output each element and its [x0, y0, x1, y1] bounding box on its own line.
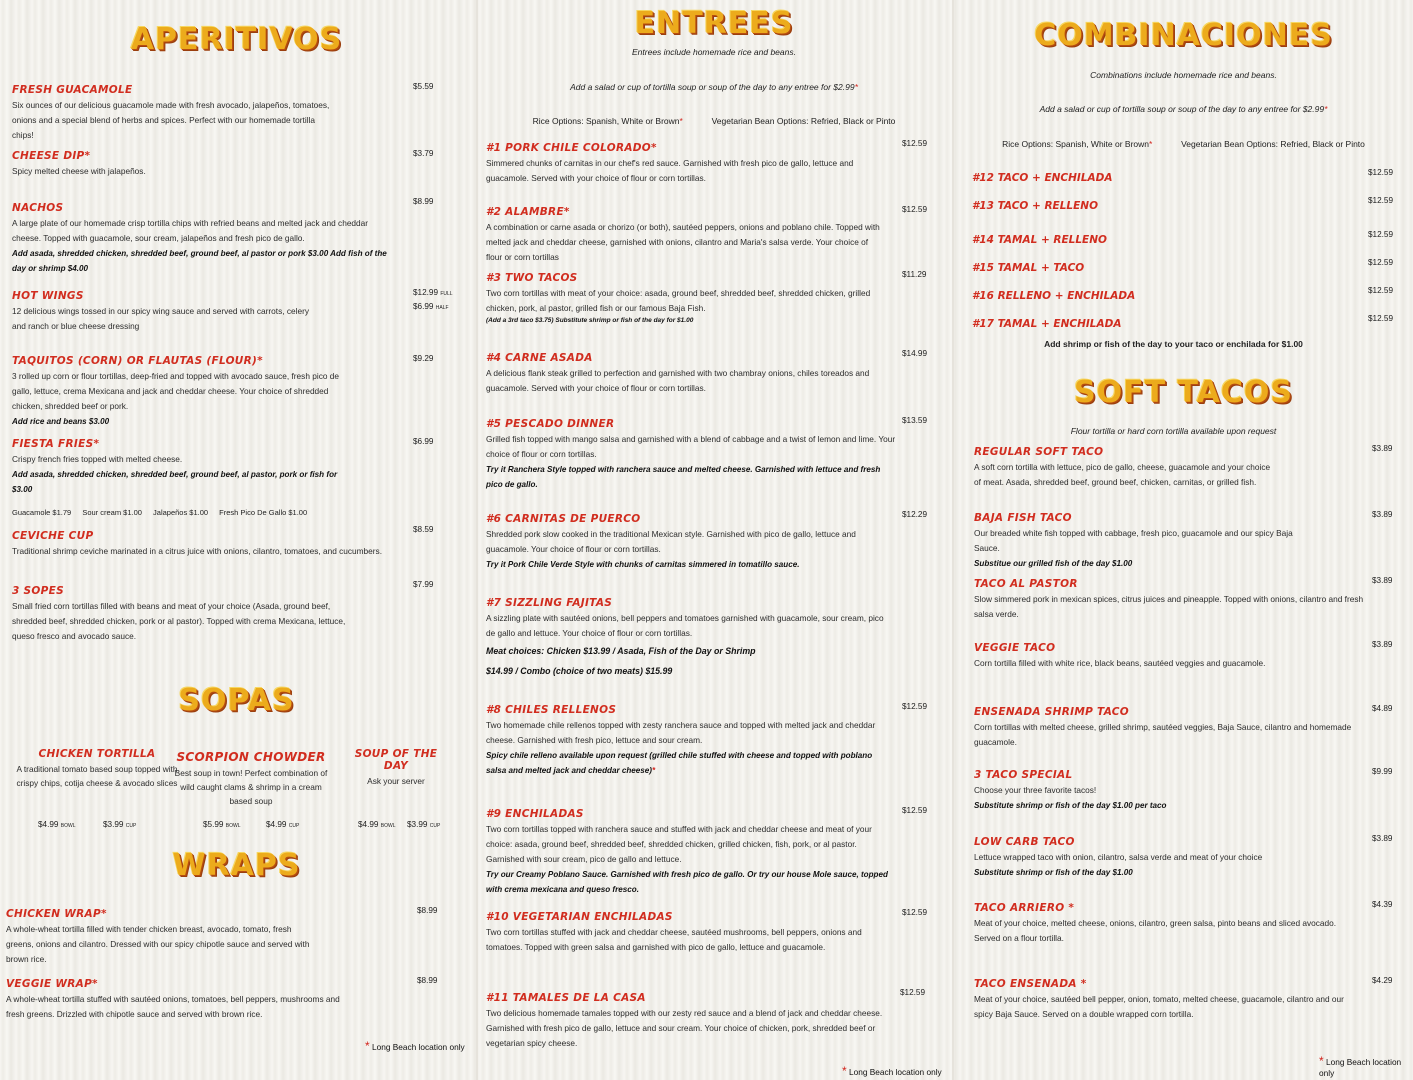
- item-desc: Small fried corn tortillas filled with beans and meat of your choice (Asada, ground beef, shredded beef, shredded chicken, pork or al pastor). Topped with crema Mexicana, lettuce, queso fresco and avocado sauce.: [12, 601, 346, 641]
- item-name: #11 TAMALES DE LA CASA: [486, 992, 646, 1004]
- extra-item: Guacamole $1.79: [12, 508, 72, 517]
- combo-item: #16 RELLENO + ENCHILADA: [972, 290, 1136, 302]
- item-name: #9 ENCHILADAS: [486, 808, 584, 820]
- item-price: $5.59: [413, 82, 434, 91]
- item-desc: Shredded pork slow cooked in the traditional Mexican style. Garnished with pico de gallo, lettuce and guacamole. Your choice of flour or corn tortillas.: [486, 529, 856, 554]
- item-note: (Add a 3rd taco $3.75) Substitute shrimp or fish of the day for $1.00: [486, 317, 694, 324]
- combo-item: #15 TAMAL + TACO: [972, 262, 1085, 274]
- taco-item: [974, 902, 1354, 946]
- item-desc: Simmered chunks of carnitas in our chef's red sauce. Garnished with fresh pico de gallo, lettuce and guacamole. Served with your choice of flour or corn tortillas.: [486, 158, 854, 183]
- soup-price-bowl: $5.99 BOWL: [203, 820, 241, 829]
- item-desc: Meat of your choice, melted cheese, onions, cilantro, green salsa, pinto beans and sliced avocado. Served on a flour tortilla.: [974, 918, 1337, 943]
- item-price: $12.59: [902, 139, 928, 148]
- entree-item: [486, 808, 890, 897]
- item-price: $12.59: [902, 908, 928, 917]
- star-icon: *: [842, 1064, 847, 1078]
- item-price: $3.89: [1372, 510, 1393, 519]
- item-desc: A whole-wheat tortilla stuffed with sautéed onions, tomatoes, bell peppers, mushrooms and fresh greens. Drizzled with chipotle sauce and served with brown rice.: [6, 994, 340, 1019]
- item-price: $4.39: [1372, 900, 1393, 909]
- extra-item: Fresh Pico De Gallo $1.00: [219, 508, 308, 517]
- item-price: $3.89: [1372, 576, 1393, 585]
- menu-item: [12, 438, 352, 497]
- item-price: $8.99: [413, 197, 434, 206]
- item-name: 3 TACO SPECIAL: [974, 769, 1073, 781]
- item-desc: Our breaded white fish topped with cabbage, fresh pico, guacamole and our spicy Baja Sauce.: [974, 528, 1293, 553]
- item-desc: Spicy melted cheese with jalapeños.: [12, 166, 146, 176]
- item-desc: A traditional tomato based soup topped with crispy chips, cotija cheese & avocado slices: [16, 764, 178, 788]
- item-desc: Corn tortilla filled with white rice, black beans, sautéed veggies and guacamole.: [974, 658, 1266, 668]
- item-desc: Two delicious homemade tamales topped with our zesty red sauce and a blend of jack and cheddar cheese. Garnished with fresh pico de gallo, lettuce and sour cream. Your choice of chicken, pork, shredded beef or vegetarian spicy cheese.: [486, 1008, 883, 1048]
- item-name: CHICKEN TORTILLA: [38, 748, 156, 760]
- item-desc: Traditional shrimp ceviche marinated in a citrus juice with onions, cilantro, tomatoes, and cucumbers.: [12, 546, 382, 556]
- item-name: SCORPION CHOWDER: [176, 750, 326, 764]
- menu-item: [6, 978, 346, 1022]
- item-price: $13.59: [902, 416, 928, 425]
- entrees-title: ENTREES: [634, 6, 794, 41]
- sopas-title: SOPAS: [178, 683, 295, 718]
- entree-item: [486, 418, 896, 492]
- item-price: $12.99 FULL: [413, 288, 453, 297]
- footnote: * Long Beach location only: [365, 1039, 465, 1053]
- item-desc: Two corn tortillas with meat of your choice: asada, ground beef, shredded beef, shredded chicken, grilled chicken, pork, al pastor, grilled fish or our famous Baja Fish.: [486, 288, 871, 313]
- taco-item: [974, 446, 1274, 490]
- taco-item: [974, 978, 1359, 1022]
- item-name: TACO ARRIERO *: [974, 902, 1075, 914]
- item-price: $12.59: [900, 988, 926, 997]
- item-price: $4.89: [1372, 704, 1393, 713]
- entree-item: [486, 142, 886, 186]
- item-name: FIESTA FRIES*: [12, 438, 100, 450]
- item-name: #8 CHILES RELLENOS: [486, 704, 617, 716]
- item-desc: Ask your server: [367, 776, 425, 786]
- item-price: $8.99: [417, 906, 438, 915]
- combo-item: #17 TAMAL + ENCHILADA: [972, 318, 1122, 330]
- item-desc: A delicious flank steak grilled to perfection and garnished with two chambray onions, chiles toreados and guacamole. Served with your choice of flour or corn tortillas.: [486, 368, 870, 393]
- item-desc: A combination or carne asada or chorizo (or both), sautéed peppers, onions and poblano chile. Topped with melted jack and cheddar cheese, garnished with onions, cilantro and Maria's salsa verde. Your choice of flour or corn tortillas: [486, 222, 880, 262]
- soup-price-cup: $3.99 CUP: [103, 820, 137, 829]
- taco-item: [974, 706, 1374, 750]
- menu-item: [6, 908, 316, 967]
- footnote: * Long Beach location only: [842, 1064, 942, 1078]
- item-name: TACO AL PASTOR: [974, 578, 1078, 590]
- item-note: Spicy chile relleno available upon request (grilled chile stuffed with cheese and topped with poblano salsa and melted jack and cheddar cheese)*: [486, 751, 873, 775]
- item-desc: Lettuce wrapped taco with onion, cilantro, salsa verde and meat of your choice: [974, 852, 1263, 862]
- item-price: $14.99: [902, 349, 928, 358]
- item-desc: Best soup in town! Perfect combination of wild caught clams & shrimp in a cream based soup: [174, 768, 328, 806]
- item-name: TACO ENSENADA *: [974, 978, 1087, 990]
- soup-price-cup: $3.99 CUP: [407, 820, 441, 829]
- entrees-options: Rice Options: Spanish, White or Brown* Vegetarian Bean Options: Refried, Black or Pinto: [532, 116, 896, 126]
- item-price: $7.99: [413, 580, 434, 589]
- item-name: VEGGIE TACO: [974, 642, 1056, 654]
- item-price-half: $6.99 HALF: [413, 302, 449, 311]
- footnote: * Long Beach location only: [1319, 1054, 1402, 1078]
- item-price: $3.89: [1372, 444, 1393, 453]
- item-note: Try it Ranchera Style topped with ranchera sauce and melted cheese. Garnished with lettuce and fresh pico de gallo.: [486, 465, 881, 489]
- item-price: $3.89: [1372, 834, 1393, 843]
- entree-item: [486, 597, 886, 681]
- item-price: $6.99: [413, 437, 434, 446]
- soup-item: [170, 750, 332, 808]
- item-desc: 3 rolled up corn or flour tortillas, deep-fried and topped with avocado sauce, fresh pico de gallo, lettuce, crema Mexicana and jack and cheddar cheese. Your choice of shredded chicken, shredded beef or pork.: [12, 371, 339, 411]
- item-name: CEVICHE CUP: [12, 530, 94, 542]
- taco-item: [974, 578, 1374, 622]
- item-name: ENSENADA SHRIMP TACO: [974, 706, 1130, 718]
- item-name: LOW CARB TACO: [974, 836, 1075, 848]
- item-price: $3.89: [1372, 640, 1393, 649]
- item-price: $12.59: [1368, 196, 1394, 205]
- item-price: $8.59: [413, 525, 434, 534]
- item-desc: Crispy french fries topped with melted cheese.: [12, 454, 183, 464]
- item-desc: A whole-wheat tortilla filled with tender chicken breast, avocado, tomato, fresh greens, onions and cilantro. Dressed with our spicy chipotle sauce and served with brown rice.: [6, 924, 310, 964]
- wraps-title: WRAPS: [172, 848, 301, 883]
- extras-line: [12, 508, 316, 517]
- item-note: Substitue our grilled fish of the day $1.00: [974, 559, 1133, 568]
- item-note: Add asada, shredded chicken, shredded beef, ground beef, al pastor or pork $3.00 Add fish of the day or shrimp $4.00: [12, 249, 387, 273]
- item-desc: Meat of your choice, sautéed bell pepper, onion, tomato, melted cheese, guacamole, cilantro and our spicy Baja Sauce. Served on a double wrapped corn tortilla.: [974, 994, 1344, 1019]
- item-desc: A soft corn tortilla with lettuce, pico de gallo, cheese, guacamole and your choice of meat. Asada, shredded beef, ground beef, chicken, carnitas, or grilled fish.: [974, 462, 1271, 487]
- menu-item: [12, 150, 392, 179]
- combinaciones-options: Rice Options: Spanish, White or Brown* Vegetarian Bean Options: Refried, Black or Pinto: [1002, 139, 1365, 149]
- item-price: $12.59: [902, 702, 928, 711]
- item-name: BAJA FISH TACO: [974, 512, 1072, 524]
- soft-tacos-title: SOFT TACOS: [1074, 375, 1293, 410]
- combo-item: #14 TAMAL + RELLENO: [972, 234, 1107, 246]
- star-icon: *: [1319, 1054, 1324, 1068]
- combinaciones-note: Add shrimp or fish of the day to your taco or enchilada for $1.00: [1044, 339, 1303, 349]
- item-note: Substitute shrimp or fish of the day $1.00: [974, 868, 1133, 877]
- item-desc: Grilled fish topped with mango salsa and garnished with a blend of cabbage and a twist of lemon and lime. Your choice of flour or corn tortillas.: [486, 434, 896, 459]
- combinaciones-title: COMBINACIONES: [1034, 18, 1333, 53]
- menu-item: [12, 202, 397, 276]
- soup-price-bowl: $4.99 BOWL: [358, 820, 396, 829]
- taco-item: [974, 642, 1294, 671]
- item-name: SOUP OF THE DAY: [354, 748, 438, 772]
- item-price: $3.79: [413, 149, 434, 158]
- item-desc: Slow simmered pork in mexican spices, citrus juices and pineapple. Topped with onions, cilantro and fresh salsa verde.: [974, 594, 1364, 619]
- entrees-subtitle: Entrees include homemade rice and beans.: [632, 47, 796, 57]
- panel-left: [0, 0, 473, 1080]
- item-name: HOT WINGS: [12, 290, 84, 302]
- entree-item: [486, 992, 886, 1051]
- menu-item: [12, 530, 402, 559]
- star-icon: *: [365, 1039, 370, 1053]
- item-name: #6 CARNITAS DE PUERCO: [486, 513, 641, 525]
- item-name: #2 ALAMBRE*: [486, 206, 570, 218]
- item-name: #1 PORK CHILE COLORADO*: [486, 142, 657, 154]
- item-name: VEGGIE WRAP*: [6, 978, 98, 990]
- item-name: #7 SIZZLING FAJITAS: [486, 597, 613, 609]
- item-name: CHICKEN WRAP*: [6, 908, 107, 920]
- combinaciones-addon: Add a salad or cup of tortilla soup or soup of the day to any entree for $2.99*: [1039, 104, 1328, 114]
- item-price: $12.59: [1368, 258, 1394, 267]
- item-desc: Two corn tortillas stuffed with jack and cheddar cheese, sautéed mushrooms, bell peppers, onions and tomatoes. Topped with green salsa and garnished with pico de gallo, lettuce and guacamole.: [486, 927, 862, 952]
- entree-item: [486, 704, 890, 778]
- menu-item: [12, 585, 357, 644]
- item-name: TAQUITOS (CORN) OR FLAUTAS (FLOUR)*: [12, 355, 263, 367]
- item-name: #10 VEGETARIAN ENCHILADAS: [486, 911, 673, 923]
- item-name: #3 TWO TACOS: [486, 272, 578, 284]
- extra-item: Sour cream $1.00: [82, 508, 142, 517]
- entree-item: [486, 272, 886, 326]
- combinaciones-subtitle: Combinations include homemade rice and beans.: [1090, 70, 1277, 80]
- entree-item: [486, 206, 886, 265]
- entree-item: [486, 911, 896, 955]
- item-note: Substitute shrimp or fish of the day $1.00 per taco: [974, 801, 1167, 810]
- item-desc: A sizzling plate with sautéed onions, bell peppers and tomatoes garnished with guacamole, sour cream, pico de gallo and lettuce. Your choice of flour or corn tortillas.: [486, 613, 884, 638]
- item-price: $8.99: [417, 976, 438, 985]
- soup-price-bowl: $4.99 BOWL: [38, 820, 76, 829]
- item-desc: Corn tortillas with melted cheese, grilled shrimp, sautéed veggies, Baja Sauce, cilantro and homemade guacamole.: [974, 722, 1352, 747]
- item-price: $12.59: [1368, 314, 1394, 323]
- item-note: Add rice and beans $3.00: [12, 417, 110, 426]
- item-desc: A large plate of our homemade crisp tortilla chips with refried beans and melted jack and cheddar cheese. Topped with guacamole, sour cream, jalapeños and fresh pico de gallo.: [12, 218, 369, 243]
- item-price: $12.59: [1368, 168, 1394, 177]
- menu-item: [12, 290, 322, 334]
- extra-item: Jalapeños $1.00: [153, 508, 209, 517]
- combo-item: #13 TACO + RELLENO: [972, 200, 1098, 212]
- panel-center: [476, 0, 950, 1080]
- item-desc: 12 delicious wings tossed in our spicy wing sauce and served with carrots, celery and ranch or blue cheese dressing: [12, 306, 309, 331]
- menu-item: [12, 355, 352, 429]
- soft-tacos-subtitle: Flour tortilla or hard corn tortilla available upon request: [1070, 426, 1277, 436]
- item-price: $4.29: [1372, 976, 1393, 985]
- taco-item: [974, 512, 1294, 571]
- item-name: NACHOS: [12, 202, 64, 214]
- item-price: $12.59: [902, 205, 928, 214]
- item-price: $12.59: [1368, 230, 1394, 239]
- item-name: #5 PESCADO DINNER: [486, 418, 615, 430]
- item-price: $12.29: [902, 510, 928, 519]
- item-price: $9.29: [413, 354, 434, 363]
- soup-item: [12, 748, 182, 790]
- item-name: 3 SOPES: [12, 585, 64, 597]
- item-desc: Six ounces of our delicious guacamole made with fresh avocado, jalapeños, tomatoes, onions and a special blend of herbs and spices. Perfect with our homemade tortilla chips!: [12, 100, 330, 140]
- item-name: FRESH GUACAMOLE: [12, 84, 133, 96]
- item-price: $11.29: [902, 270, 927, 279]
- item-price: $9.99: [1372, 767, 1393, 776]
- item-price: $12.59: [902, 806, 928, 815]
- menu-item: [12, 84, 332, 143]
- item-name: #4 CARNE ASADA: [486, 352, 593, 364]
- entree-item: [486, 513, 890, 572]
- soup-price-cup: $4.99 CUP: [266, 820, 300, 829]
- item-desc: Choose your three favorite tacos!: [974, 785, 1097, 795]
- taco-item: [974, 769, 1294, 813]
- taco-item: [974, 836, 1294, 880]
- item-name: CHEESE DIP*: [12, 150, 91, 162]
- aperitivos-title: APERITIVOS: [130, 22, 343, 57]
- item-name: REGULAR SOFT TACO: [974, 446, 1104, 458]
- item-note: Add asada, shredded chicken, shredded beef, ground beef, al pastor, pork or fish for $3.00: [12, 470, 338, 494]
- entrees-addon: Add a salad or cup of tortilla soup or soup of the day to any entree for $2.99*: [570, 82, 858, 92]
- item-price: $12.59: [1368, 286, 1394, 295]
- entree-item: [486, 352, 890, 396]
- panel-right: [952, 0, 1413, 1080]
- combo-item: #12 TACO + ENCHILADA: [972, 172, 1113, 184]
- item-desc: Two homemade chile rellenos topped with zesty ranchera sauce and topped with melted jack and cheddar cheese. Garnished with fresh pico, lettuce and sour cream.: [486, 720, 876, 745]
- item-note: Try our Creamy Poblano Sauce. Garnished with fresh pico de gallo. Or try our house Mole sauce, topped with crema mexicana and queso fresco.: [486, 870, 888, 894]
- item-note: Try it Pork Chile Verde Style with chunks of carnitas simmered in tomatillo sauce.: [486, 560, 800, 569]
- item-desc: Two corn tortillas topped with ranchera sauce and stuffed with jack and cheddar cheese and meat of your choice: asada, ground beef, shredded beef, shredded chicken, grilled chicken, fish, pork, or al pastor. Garnished with sour cream, pico de gallo and lettuce.: [486, 824, 872, 864]
- item-note: Meat choices: Chicken $13.99 / Asada, Fish of the Day or Shrimp $14.99 / Combo (choice of two meats) $15.99: [486, 646, 756, 676]
- soup-item: [345, 748, 447, 789]
